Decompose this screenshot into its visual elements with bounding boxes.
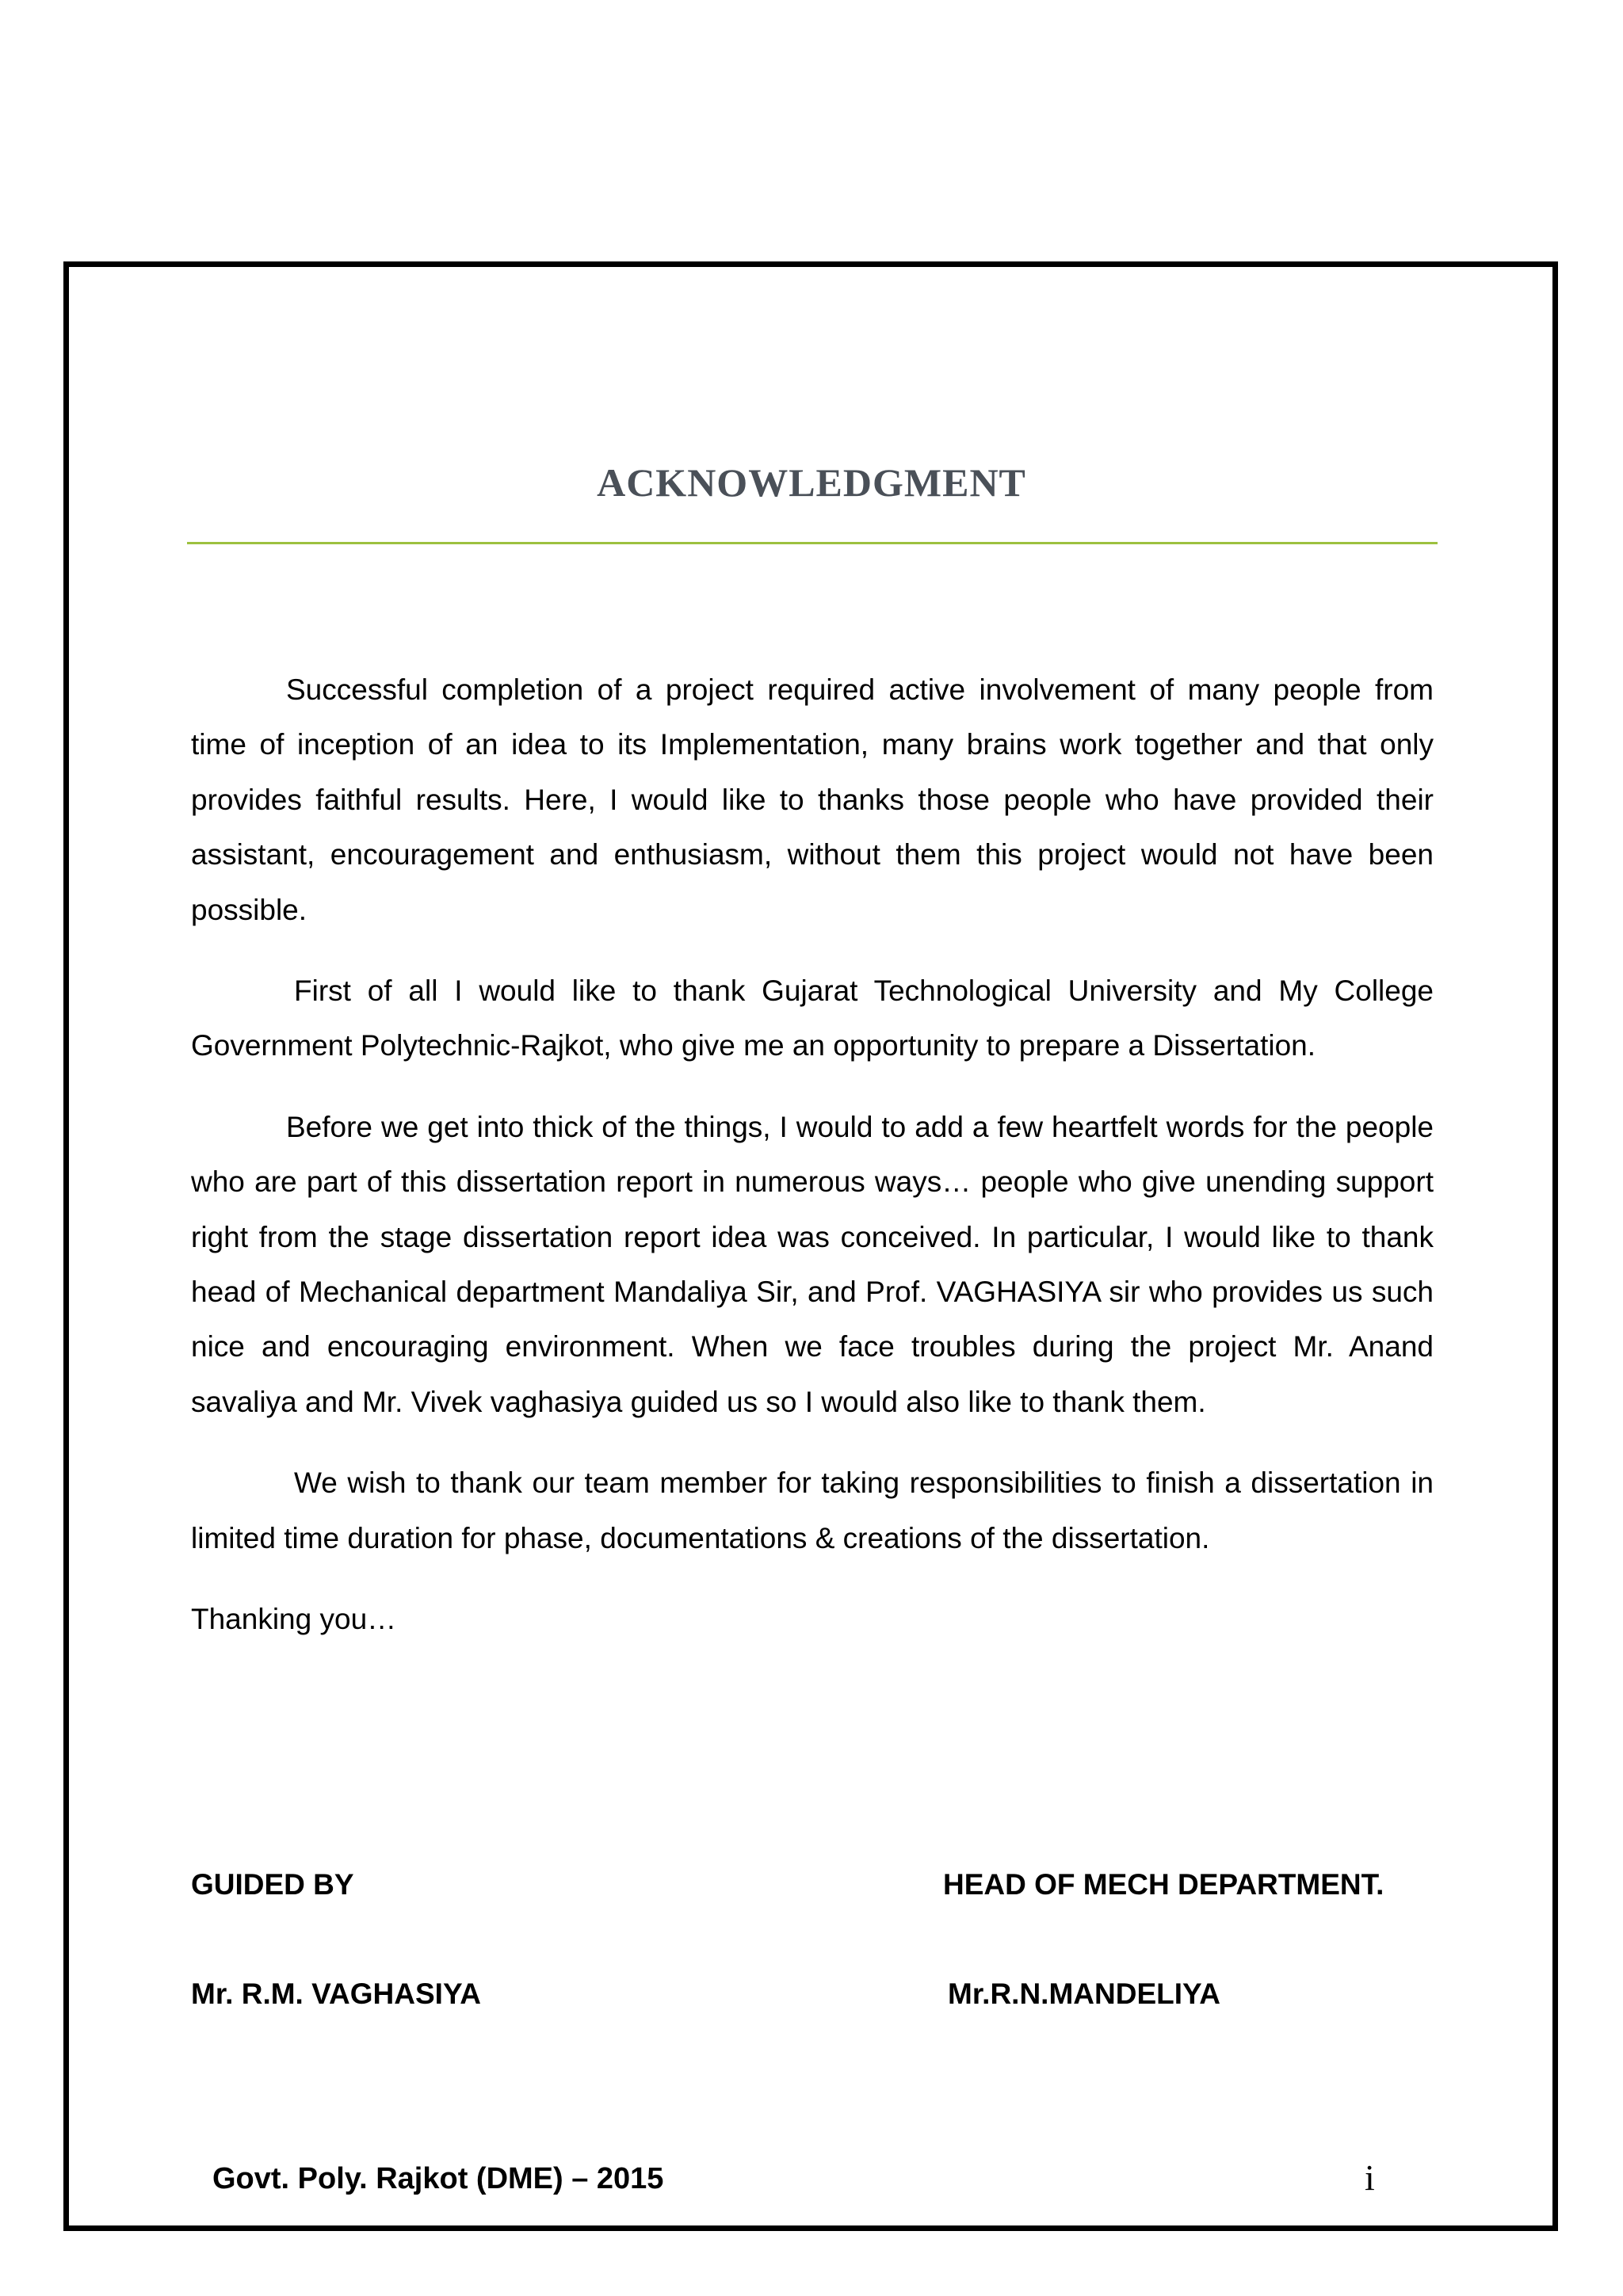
closing-line: Thanking you… xyxy=(191,1603,397,1636)
paragraph-department: Before we get into thick of the things, I would to add a few heartfelt words for the people who are part of this dissertation report in numerous ways… people who give unending support right from the stage dissertation report idea was conceived. In particular, I would like to thank head of Mechanical department Mandaliya Sir, and Prof. VAGHASIYA sir who provides us such nice and encouraging environment. When we face troubles during the project Mr. Anand savaliya and Mr. Vivek vaghasiya guided us so I would also like to thank them. xyxy=(191,1110,1434,1418)
paragraph-university: First of all I would like to thank Gujarat Technological University and My College Government Polytechnic-Rajkot, who give me an opportunity to prepare a Dissertation. xyxy=(191,974,1434,1062)
page-title: ACKNOWLEDGMENT xyxy=(597,460,1026,505)
page-number: i xyxy=(1365,2157,1375,2198)
guide-label: GUIDED BY xyxy=(191,1868,354,1901)
paragraph-team: We wish to thank our team member for taking responsibilities to finish a dissertation in limited time duration for phase, documentations & creations of the dissertation. xyxy=(191,1466,1434,1554)
guide-name: Mr. R.M. VAGHASIYA xyxy=(191,1978,481,2010)
title-underline xyxy=(187,542,1438,544)
head-name: Mr.R.N.MANDELIYA xyxy=(948,1978,1221,2010)
paragraph-intro: Successful completion of a project required active involvement of many people from time of inception of an idea to its Implementation, many brains work together and that only provides faithful results. Here, I would like to thanks those people who have provided their assistant, encouragement and enthusiasm, without them this project would not have been possible. xyxy=(191,673,1434,926)
footer-institution: Govt. Poly. Rajkot (DME) – 2015 xyxy=(212,2162,664,2195)
acknowledgment-body xyxy=(191,662,1434,1673)
head-label: HEAD OF MECH DEPARTMENT. xyxy=(943,1868,1384,1901)
